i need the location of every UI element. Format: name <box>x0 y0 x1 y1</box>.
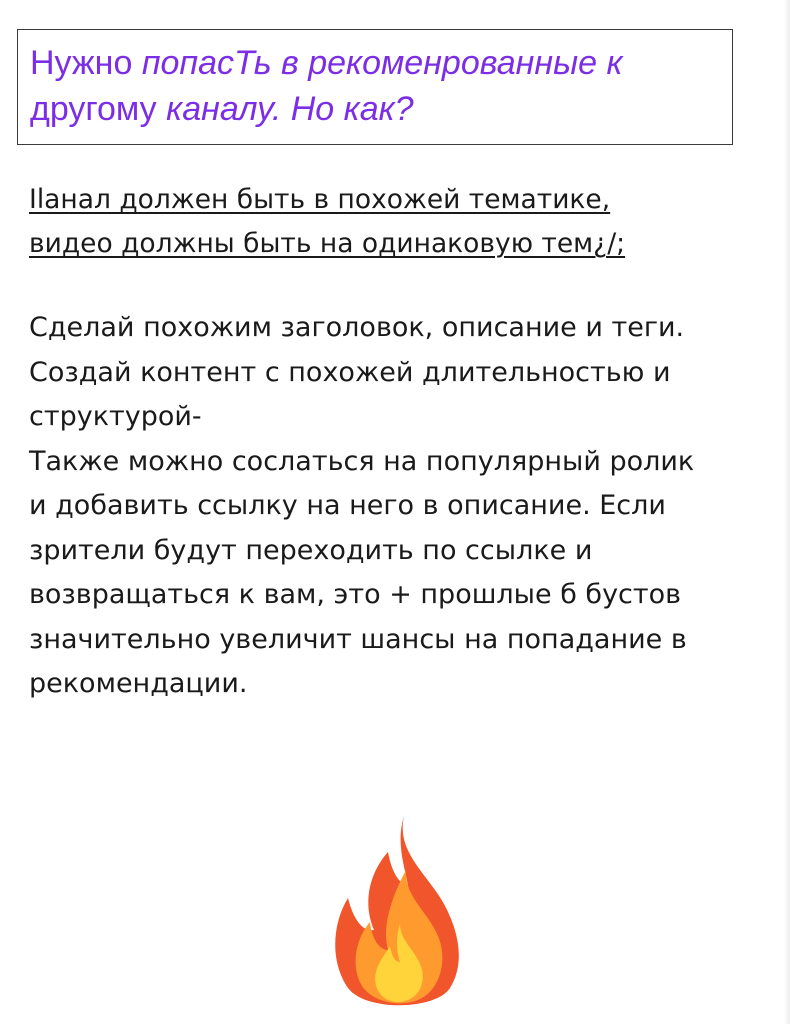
title-box <box>17 29 733 145</box>
body-line: возвращаться к вам, это + прошлые б бустов <box>29 579 682 610</box>
body-line: Создай контент с похожей длительностью и <box>29 356 671 388</box>
fire-icon <box>326 812 476 1012</box>
title-part-2: попасТь в рекоменрованные к <box>141 44 623 82</box>
body-line: Также можно сослаться на популярный ролик <box>29 445 695 477</box>
body-line: Сделай похожим заголовок, описание и теги. <box>29 312 685 343</box>
body-line: структурой- <box>29 401 202 432</box>
title-part-1: Нужно <box>30 44 142 82</box>
subtitle-line-1: Ilанал должен быть в похожей тематике, <box>29 184 611 215</box>
page-title <box>30 40 720 132</box>
subtitle <box>29 178 749 266</box>
body-line: и добавить ссылку на него в описание. Если <box>29 490 666 521</box>
body-line: рекомендации. <box>29 668 248 699</box>
title-part-3: другому <box>30 90 167 128</box>
title-part-4: каналу. Но как? <box>166 90 414 128</box>
subtitle-line-2: видео должны быть на одинаковую тем¿/; <box>29 228 626 259</box>
body-line: зрители будут переходить по ссылке и <box>29 534 593 566</box>
slide-edge <box>784 0 790 1024</box>
body-line: значительно увеличит шансы на попадание в <box>29 623 687 655</box>
body-text <box>29 306 769 707</box>
